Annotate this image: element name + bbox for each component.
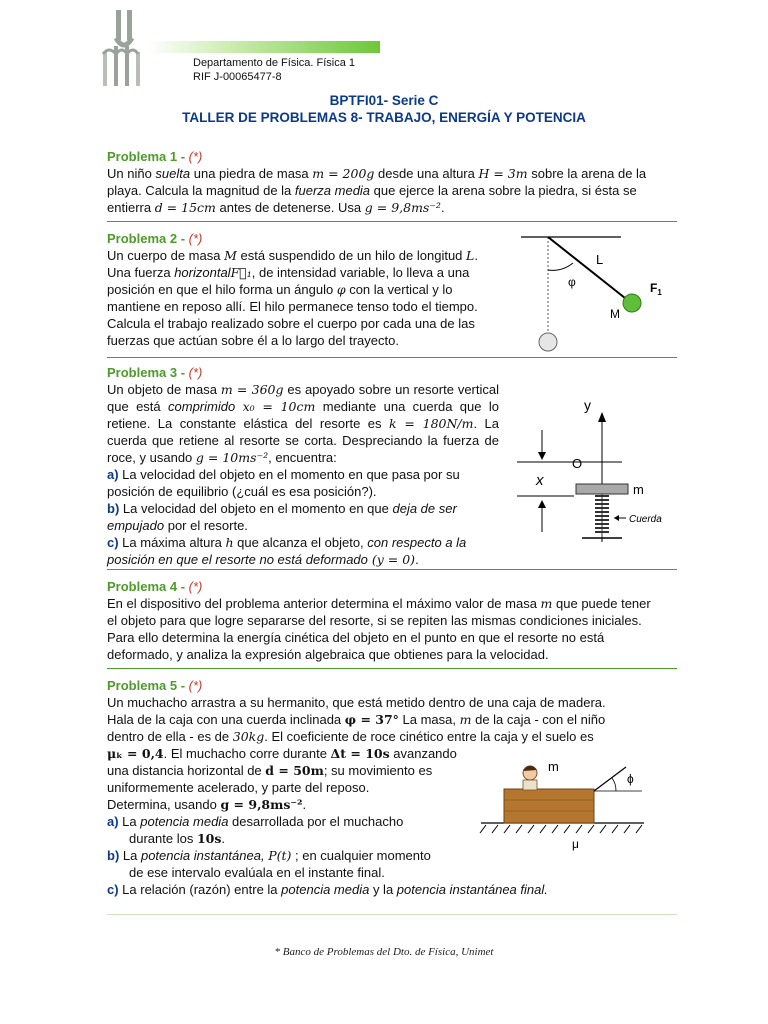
divider-2 — [107, 357, 677, 358]
problem-5-part-b-cont: de ese intervalo evalúala en el instante final. — [129, 865, 385, 880]
workshop-title: TALLER DE PROBLEMAS 8- TRABAJO, ENERGÍA Y POTENCIA — [182, 110, 586, 125]
problem-5-part-a-cont: durante los 10s. — [129, 831, 225, 846]
department-block — [193, 56, 355, 84]
problem-5-line-1: Un muchacho arrastra a su hermanito, que está metido dentro de una caja de madera. — [107, 695, 606, 710]
problem-5-part-c: c) La relación (razón) entre la potencia media y la potencia instantánea final. — [107, 882, 548, 897]
force-label: $F_1$ — [650, 281, 662, 297]
problem-5-line-3: dentro de ella - es de 30kg. El coeficiente de roce cinético entre la caja y el suelo es — [107, 729, 594, 744]
problem-1 — [107, 148, 657, 216]
problem-4 — [107, 578, 662, 663]
header-green-bar — [148, 41, 380, 53]
problem-5-line-2: Hala de la caja con una cuerda inclinada φ = 37° La masa, m de la caja - con el niño — [107, 712, 606, 727]
problem-5-line-7: Determina, usando g = 9,8ms⁻². — [107, 797, 307, 812]
divider-1 — [107, 221, 677, 222]
problem-3-text: Un objeto de masa m = 360g es apoyado sobre un resorte vertical que está comprimido x₀ = 10cm mediante una cuerda que lo retiene. La constante elástica del resorte es k = 180N/m. La cuerda que retiene al resorte se corta. Despreciando la fuerza de roce, y usando g = 10ms⁻², encuentra: — [107, 382, 500, 465]
mass-label: M — [610, 307, 620, 321]
friction-coefficient-label: μ — [572, 837, 579, 851]
problem-2 — [107, 230, 502, 349]
block-mass-label: m — [633, 482, 644, 497]
y-axis-label: y — [584, 397, 591, 413]
problem-5-heading: Problema 5 - (*) — [107, 678, 203, 693]
problem-5-line-4: μₖ = 0,4. El muchacho corre durante Δt = 10s avanzando — [107, 746, 457, 761]
problem-2-text: Un cuerpo de masa M está suspendido de un hilo de longitud L. Una fuerza horizontalF⃗₁, de intensidad variable, lo lleva a una posición en que el hilo forma un ángulo φ con la vertical y lo mantiene en reposo allí. El hilo permanece tenso todo el tiempo. Calcula el trabajo realizado sobre el cuerpo por cada una de las fuerzas que actúan sobre él a lo largo del trayecto. — [107, 248, 478, 348]
problem-5-part-a: a) La potencia media desarrollada por el muchacho — [107, 814, 404, 829]
problem-5-part-b: b) La potencia instantánea, P(t) ; en cualquier momento — [107, 848, 431, 863]
origin-label: O — [572, 456, 583, 471]
problem-1-heading: Problema 1 - (*) — [107, 149, 203, 164]
series-code: BPTFI01- Serie C — [329, 93, 439, 108]
rope-angle-label: ϕ — [627, 772, 634, 786]
cord-label: Cuerda — [629, 514, 662, 525]
problem-3 — [107, 364, 499, 568]
problem-3-part-a: a) La velocidad del objeto en el momento en que pasa por su posición de equilibrio (¿cuál es esa posición?). — [107, 467, 460, 499]
pendulum-figure — [516, 232, 666, 356]
problem-1-text: Un niño suelta una piedra de masa m = 200g desde una altura H = 3m sobre la arena de la playa. Calcula la magnitud de la fuerza media que ejerce la arena sobre la piedra, si ésta se entierra d = 15cm antes de detenerse. Usa g = 9,8ms⁻². — [107, 166, 647, 215]
problem-2-heading: Problema 2 - (*) — [107, 231, 203, 246]
pendulum-angle-label: φ — [568, 275, 576, 289]
problem-5-line-5: una distancia horizontal de d = 50m; su movimiento es — [107, 763, 433, 778]
compression-label: x — [536, 472, 544, 489]
problem-5-line-6: uniformemente acelerado, y parte del reposo. — [107, 780, 370, 795]
pendulum-length-label: L — [596, 252, 604, 267]
divider-5 — [107, 914, 677, 915]
rif-number: RIF J-00065477-8 — [193, 71, 282, 83]
box-drag-figure — [476, 755, 654, 851]
problem-4-text: En el dispositivo del problema anterior determina el máximo valor de masa m que puede tener el objeto para que logre separarse del resorte, si se repiten las mismas condiciones iniciales. Para ello determina la energía cinética del objeto en el punto en que el resorte no está deformado, y analiza la expresión algebraica que obtienes para la velocidad. — [107, 596, 651, 662]
spring-figure — [512, 392, 682, 544]
divider-4 — [107, 668, 677, 669]
problem-4-heading: Problema 4 - (*) — [107, 579, 203, 594]
box-mass-label: m — [548, 759, 559, 774]
problem-3-part-c: c) La máxima altura h que alcanza el objeto, con respecto a la posición en que el resorte no está deformado (y = 0). — [107, 535, 467, 567]
footer-note: * Banco de Problemas del Dto. de Física, Unimet — [274, 946, 494, 958]
department-name: Departamento de Física. Física 1 — [193, 57, 356, 69]
problem-3-heading: Problema 3 - (*) — [107, 365, 203, 380]
divider-3 — [107, 569, 677, 570]
problem-3-part-b: b) La velocidad del objeto en el momento en que deja de ser empujado por el resorte. — [107, 501, 457, 533]
